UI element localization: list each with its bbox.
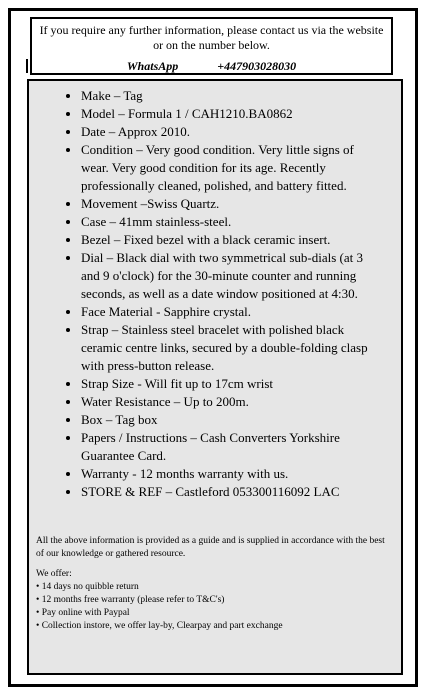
- detail-condition: • Condition – Very good condition. Very little signs of wear. Very good condition for its age. Recently professionally cleaned, polished, and battery fitted.: [81, 141, 383, 195]
- phone-number: +447903028030: [217, 59, 297, 73]
- offer-item: • 12 months free warranty (please refer to T&C's): [36, 595, 225, 605]
- contact-line: [38, 59, 385, 73]
- offer-item: • Pay online with Paypal: [36, 608, 130, 618]
- contact-message: If you require any further information, please contact us via the website or on the number below.: [39, 23, 384, 52]
- detail-movement: • Movement –Swiss Quartz.: [81, 195, 383, 213]
- frame-tick-mark: [26, 59, 28, 73]
- detail-dial: • Dial – Black dial with two symmetrical sub-dials (at 3 and 9 o'clock) for the 30-minute counter and running seconds, as well as a date window positioned at 4:30.: [81, 249, 383, 303]
- item-details-list: [29, 81, 401, 501]
- contact-info-box: [30, 17, 393, 75]
- detail-model: • Model – Formula 1 / CAH1210.BA0862: [81, 105, 383, 123]
- detail-store-ref: • STORE & REF – Castleford 053300116092 LAC: [81, 483, 383, 501]
- offer-block: [36, 568, 392, 633]
- item-details-box: [27, 79, 403, 675]
- detail-box: • Box – Tag box: [81, 411, 383, 429]
- detail-make: • Make – Tag: [81, 87, 383, 105]
- detail-bezel: • Bezel – Fixed bezel with a black ceramic insert.: [81, 231, 383, 249]
- listing-frame: [8, 8, 418, 687]
- disclaimer-text: All the above information is provided as a guide and is supplied in accordance with the best of our knowledge or gathered resource.: [36, 536, 385, 559]
- detail-date: • Date – Approx 2010.: [81, 123, 383, 141]
- detail-warranty: • Warranty - 12 months warranty with us.: [81, 465, 383, 483]
- offer-item: • Collection instore, we offer lay-by, Clearpay and part exchange: [36, 621, 283, 631]
- offer-heading: We offer:: [36, 569, 72, 579]
- detail-case: • Case – 41mm stainless-steel.: [81, 213, 383, 231]
- detail-face-material: • Face Material - Sapphire crystal.: [81, 303, 383, 321]
- detail-strap-size: • Strap Size - Will fit up to 17cm wrist: [81, 375, 383, 393]
- detail-strap: • Strap – Stainless steel bracelet with polished black ceramic centre links, secured by a double-folding clasp with press-button release.: [81, 321, 383, 375]
- detail-water-resistance: • Water Resistance – Up to 200m.: [81, 393, 383, 411]
- detail-papers: • Papers / Instructions – Cash Converters Yorkshire Guarantee Card.: [81, 429, 383, 465]
- offer-item: • 14 days no quibble return: [36, 582, 139, 592]
- whatsapp-label: WhatsApp: [126, 59, 179, 73]
